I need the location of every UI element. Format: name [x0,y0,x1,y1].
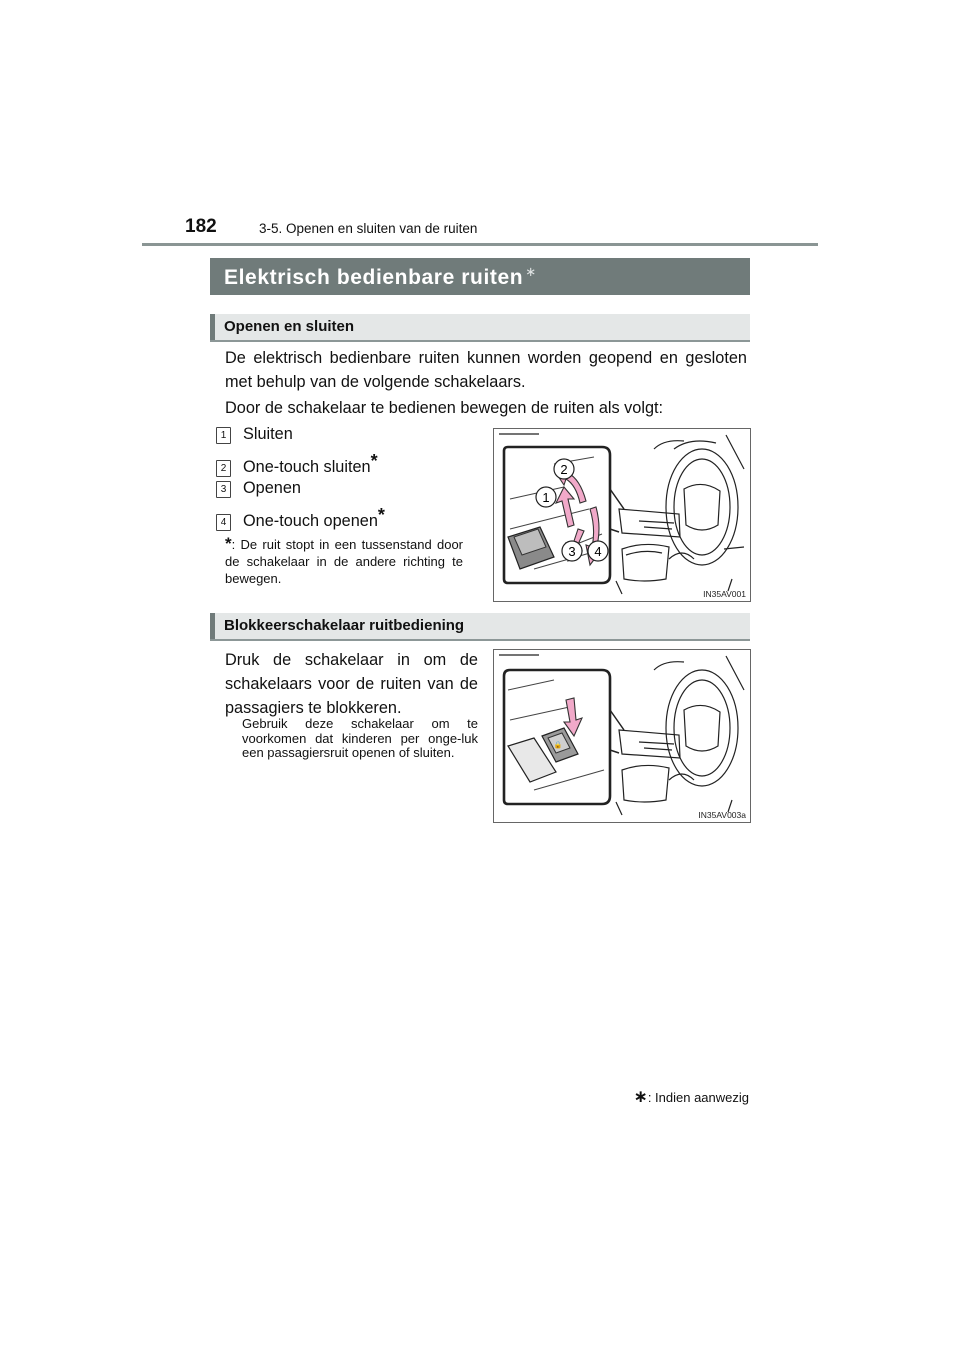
list-item-one-touch-open [216,505,385,531]
footnote-text: : De ruit stopt in een tussenstand door de schakelaar in de andere richting te bewegen. [225,537,463,586]
footnote-star: * [377,505,385,525]
svg-text:3: 3 [568,544,576,559]
callout-1 [536,487,556,507]
heading-accent [210,613,215,639]
callout-4 [588,541,608,561]
lock-paragraph: Druk de schakelaar in om de schakelaars voor de ruiten van de passagiers te blokkeren. [225,651,478,717]
lock-symbol-icon: 🔒 [553,742,563,749]
page-number: 182 [185,216,217,237]
number-1-icon: 1 [216,427,231,444]
lock-note: Gebruik deze schakelaar om te voorkomen dat kinderen per onge-luk een passagiersruit openen of sluiten. [242,716,478,760]
section-title [224,264,537,290]
optional-marker: ∗ [525,264,537,279]
number-4-icon: 4 [216,514,231,531]
lock-switch-illustration [494,650,750,822]
callout-2 [554,459,574,479]
list-item-label: One-touch openen [243,512,378,530]
intro-paragraph: De elektrisch bedienbare ruiten kunnen worden geopend en gesloten met behulp van de volgende schakelaars. [225,349,747,391]
availability-note-text: : Indien aanwezig [647,1090,749,1105]
svg-text:1: 1 [542,490,550,505]
subsection-heading-text: Blokkeerschakelaar ruitbediening [224,617,465,634]
list-item-label: Openen [243,479,301,497]
availability-note [634,1087,749,1107]
number-2-icon: 2 [216,460,231,477]
svg-text:2: 2 [560,462,568,477]
window-switch-figure [493,428,751,602]
subsection-heading-open-close [210,314,750,342]
lock-switch-figure [493,649,751,823]
list-item-open [216,478,301,498]
figure-code: IN35AV003a [698,810,746,820]
heading-accent [210,314,215,340]
list-item-label: One-touch sluiten [243,458,371,476]
subsection-heading-lock-switch [210,613,750,641]
window-switch-illustration [494,429,750,601]
footnote [225,535,463,587]
callout-3 [562,541,582,561]
figure-code: IN35AV001 [703,589,746,599]
intro-paragraph-2: Door de schakelaar te bedienen bewegen de ruiten als volgt: [225,399,664,417]
list-item-label: Sluiten [243,425,293,443]
section-title-bar [210,258,750,295]
running-header: 3-5. Openen en sluiten van de ruiten [259,221,478,236]
header-rule [142,243,818,246]
subsection-heading-text: Openen en sluiten [224,318,355,335]
footnote-star: * [225,534,232,553]
number-3-icon: 3 [216,481,231,498]
section-title-text: Elektrisch bedienbare ruiten [224,266,524,289]
list-item-one-touch-close [216,451,378,477]
footnote-star: * [370,451,378,471]
svg-text:4: 4 [594,544,602,559]
list-item-close [216,424,293,444]
optional-marker: ∗ [633,1087,648,1106]
